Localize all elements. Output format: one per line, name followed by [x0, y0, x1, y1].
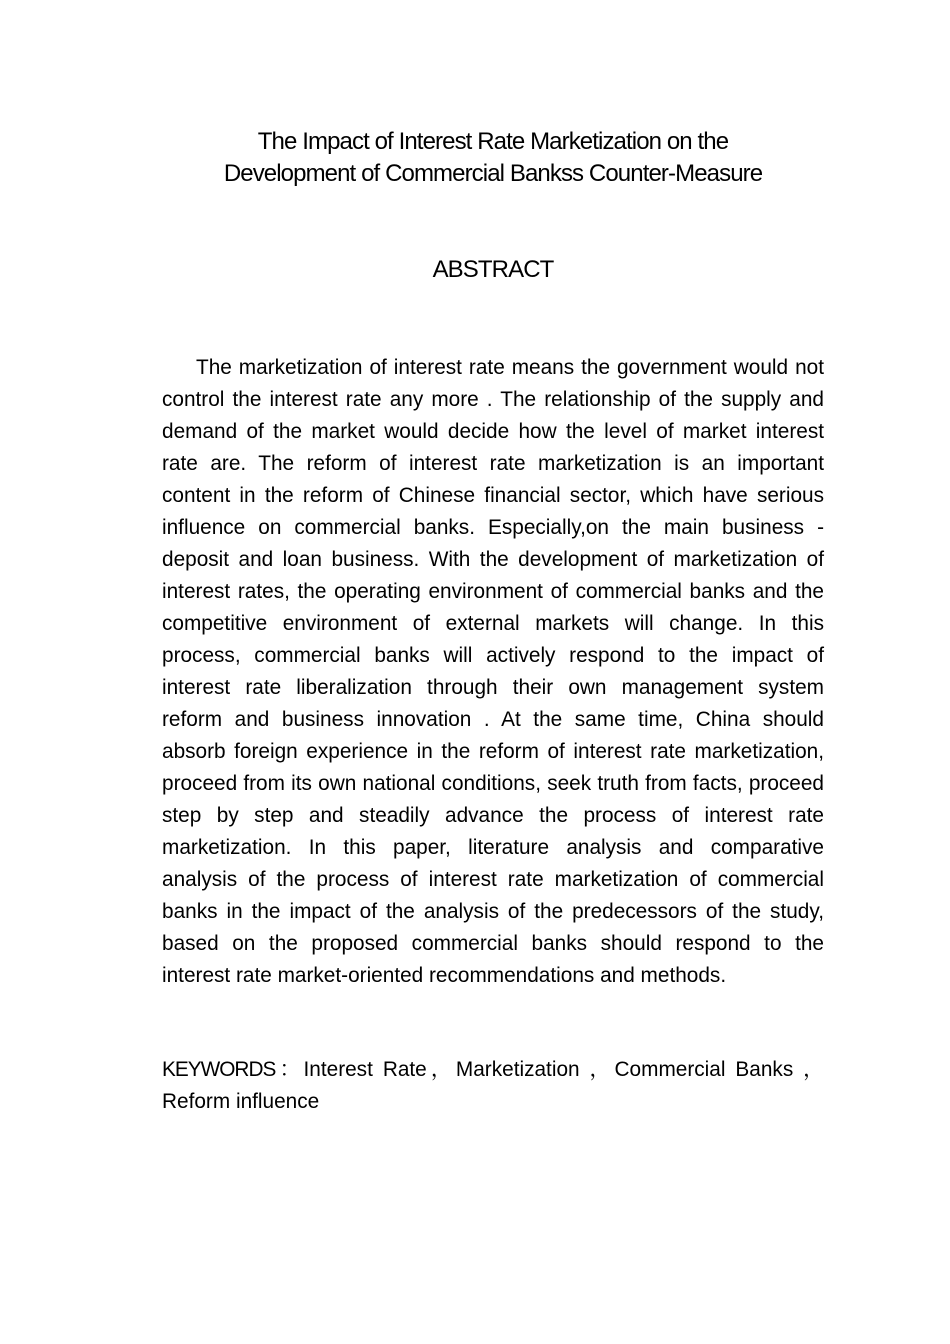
keywords-line — [162, 1054, 824, 1118]
keywords-label: KEYWORDS： — [162, 1058, 304, 1081]
abstract-heading: ABSTRACT — [432, 256, 554, 283]
abstract-paragraph: The marketization of interest rate means the government would not control the interest rate any more . The relationship of the supply and demand of the market would decide how the level of market interest rate are. The reform of interest rate marketization is an important content in the reform of Chinese financial sector, which have serious influence on commercial banks. Especially,on the main business - deposit and loan business. With the development of marketization of interest rates, the operating environment of commercial banks and the competitive environment of external markets will change. In this process, commercial banks will actively respond to the impact of interest rate liberalization through their own management system reform and business innovation . At the same time, China should absorb foreign experience in the reform of interest rate marketization, proceed from its own national conditions, seek truth from facts, proceed step by step and steadily advance the process of interest rate marketization. In this paper, literature analysis and comparative analysis of the process of interest rate marketization of commercial banks in the impact of the analysis of the predecessors of the study, based on the proposed commercial banks should respond to the interest rate market-oriented recommendations and methods. — [162, 356, 824, 987]
keywords-text: Interest Rate，Marketization ，Commercial Banks ， Reform influence — [162, 1058, 824, 1113]
title-line-2: Development of Commercial Bankss Counter-Measure — [223, 160, 763, 187]
title-line-1: The Impact of Interest Rate Marketization on the — [257, 128, 729, 155]
